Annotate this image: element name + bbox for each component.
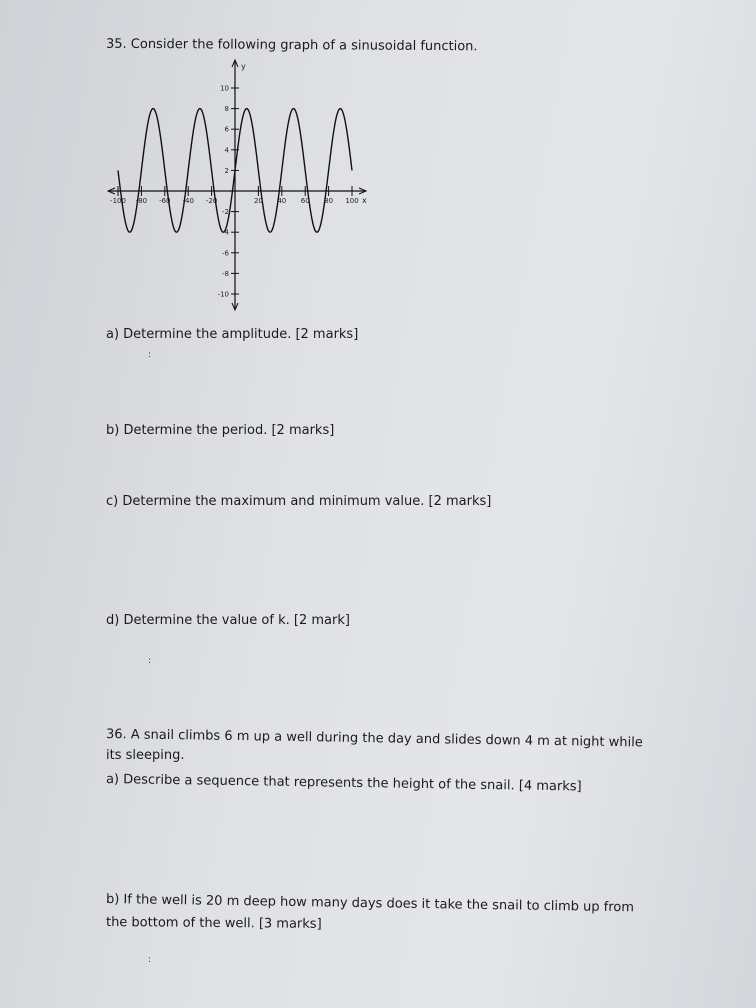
question-36-line1: 36. A snail climbs 6 m up a well during the day and slides down 4 m at night while — [105, 727, 643, 751]
question-35-title: 35. Consider the following graph of a sinusoidal function. — [105, 36, 478, 55]
x-tick-label: -100 — [110, 197, 126, 205]
x-tick-label: 20 — [253, 197, 263, 205]
answer-mark: : — [148, 656, 152, 666]
y-tick-label: 8 — [224, 105, 229, 114]
y-tick-label: -4 — [222, 228, 229, 237]
question-35a: a) Determine the amplitude. [2 marks] — [106, 327, 359, 342]
question-35d: d) Determine the value of k. [2 mark] — [106, 613, 350, 628]
y-tick-label: -8 — [222, 269, 229, 278]
x-tick-label: 40 — [277, 197, 287, 205]
y-tick-label: 6 — [224, 125, 229, 134]
question-36-line2: its sleeping. — [106, 748, 185, 763]
question-36a: a) Describe a sequence that represents the height of the snail. [4 marks] — [105, 772, 582, 795]
x-tick-label: 80 — [324, 197, 334, 205]
y-tick-label: -10 — [217, 290, 229, 299]
y-tick-label: 4 — [224, 146, 229, 155]
x-tick-label: -20 — [205, 197, 218, 205]
x-tick-label: -60 — [159, 197, 171, 205]
x-tick-label: -80 — [135, 197, 148, 205]
question-36b-line1: b) If the well is 20 m deep how many days does it take the snail to climb up from — [105, 892, 635, 916]
question-36b-line2: the bottom of the well. [3 marks] — [105, 915, 322, 932]
x-tick-label: -40 — [182, 197, 194, 205]
y-tick-label: 2 — [224, 166, 229, 175]
y-tick-label: 10 — [220, 84, 229, 93]
x-axis-label: x — [362, 196, 367, 205]
question-35b: b) Determine the period. [2 marks] — [106, 423, 335, 438]
sinusoidal-graph — [100, 55, 390, 315]
question-35c: c) Determine the maximum and minimum value. [2 marks] — [106, 494, 492, 509]
answer-mark: : — [148, 955, 152, 965]
y-tick-label: -2 — [222, 208, 229, 217]
y-axis-label: y — [241, 62, 246, 71]
y-tick-label: -6 — [222, 249, 229, 258]
answer-mark: : — [148, 350, 152, 360]
x-tick-label: 60 — [300, 197, 310, 205]
x-tick-label: 100 — [345, 197, 359, 205]
